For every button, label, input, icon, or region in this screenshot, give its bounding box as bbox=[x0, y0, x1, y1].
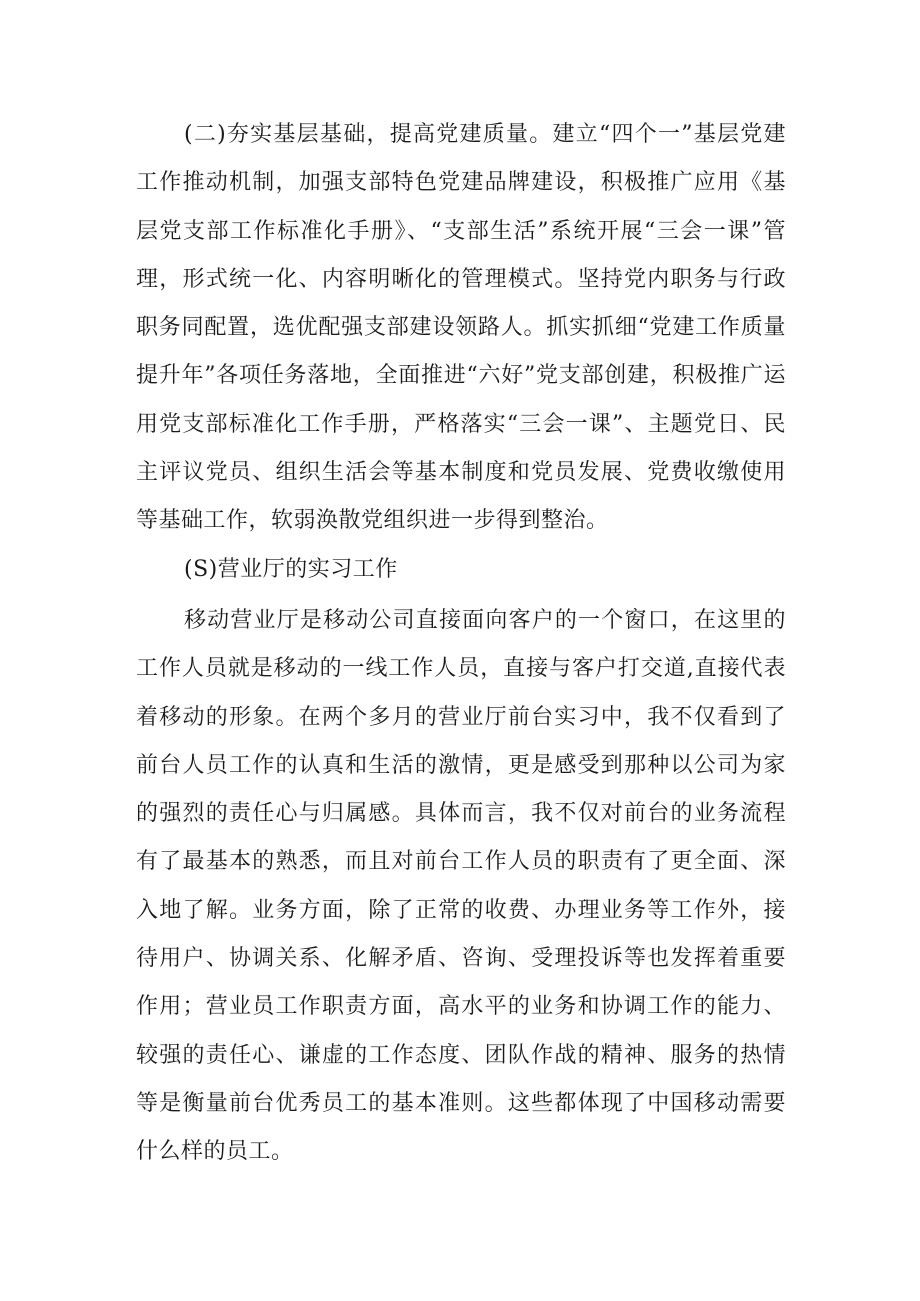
paragraph-party-building: (二)夯实基层基础，提高党建质量。建立“四个一”基层党建工作推动机制，加强支部特色党建品牌建设，积极推广应用《基层党支部工作标准化手册》、“支部生活”系统开展“三会一课”管理，形式统一化、内容明晰化的管理模式。坚持党内职务与行政职务同配置，选优配强支部建设领路人。抓实抓细“党建工作质量提升年”各项任务落地，全面推进“六好”党支部创建，积极推广运用党支部标准化工作手册，严格落实“三会一课”、主题党日、民主评议党员、组织生活会等基本制度和党员发展、党费收缴使用等基础工作，软弱涣散党组织进一步得到整治。 bbox=[136, 122, 786, 534]
paragraph-business-hall-internship: 移动营业厅是移动公司直接面向客户的一个窗口，在这里的工作人员就是移动的一线工作人员，直接与客户打交道,直接代表着移动的形象。在两个多月的营业厅前台实习中，我不仅看到了前台人员工作的认真和生活的激情，更是感受到那种以公司为家的强烈的责任心与归属感。具体而言，我不仅对前台的业务流程有了最基本的熟悉，而且对前台工作人员的职责有了更全面、深入地了解。业务方面，除了正常的收费、办理业务等工作外，接待用户、协调关系、化解矛盾、咨询、受理投诉等也发挥着重要作用；营业员工作职责方面，高水平的业务和协调工作的能力、较强的责任心、谦虚的工作态度、团队作战的精神、服务的热情等是衡量前台优秀员工的基本准则。这些都体现了中国移动需要什么样的员工。 bbox=[136, 608, 786, 1165]
section-heading-business-hall: (S)营业厅的实习工作 bbox=[184, 557, 398, 582]
